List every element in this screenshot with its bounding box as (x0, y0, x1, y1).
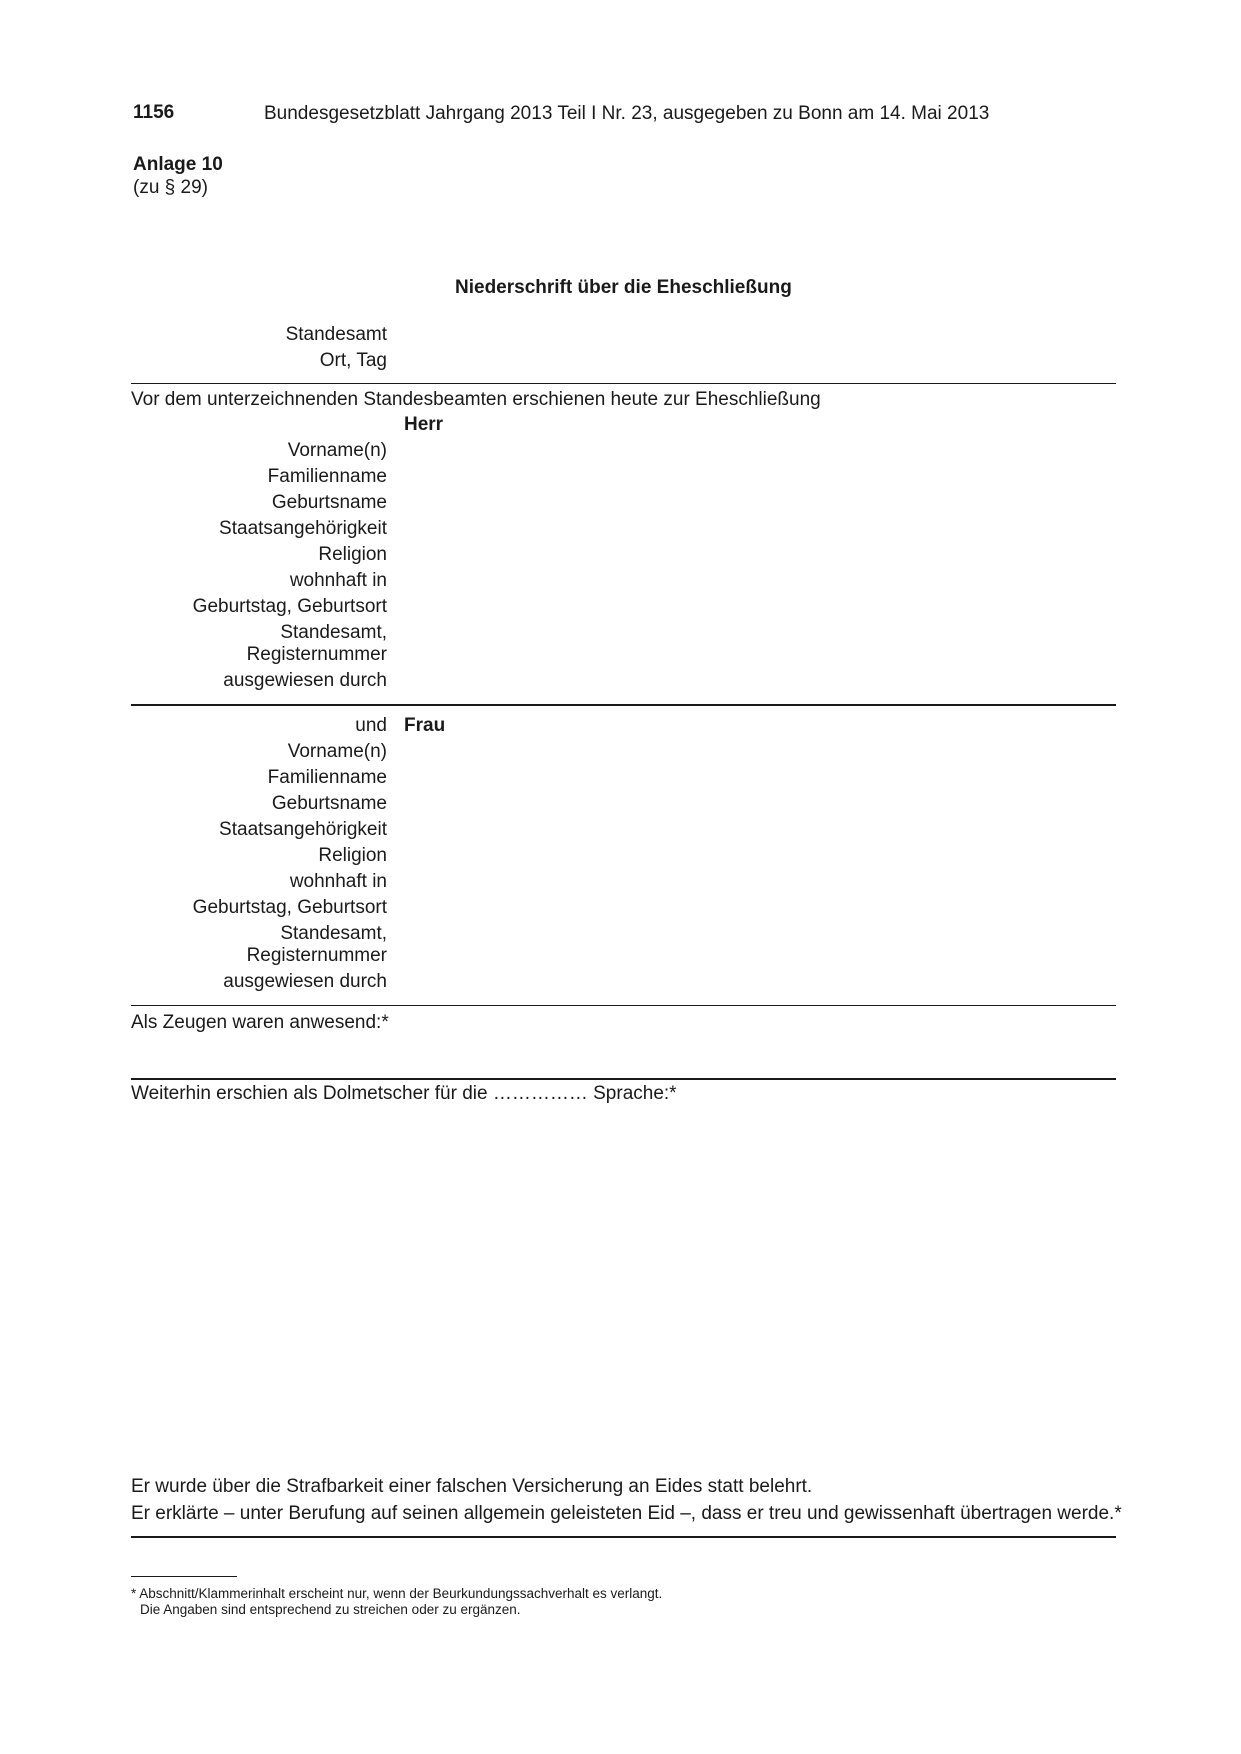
label-ort-tag: Ort, Tag (319, 350, 387, 371)
annex-reference: (zu § 29) (133, 177, 208, 198)
footnote-text: Die Angaben sind entsprechend zu streichen oder zu ergänzen. (140, 1602, 521, 1617)
bride-label-ausgewiesen: ausgewiesen durch (223, 971, 387, 992)
bride-label-wohnhaft: wohnhaft in (289, 871, 387, 892)
bride-label-registernummer: Registernummer (246, 945, 387, 966)
groom-label-vorname: Vorname(n) (287, 440, 387, 461)
divider-line (131, 1005, 1116, 1006)
label-standesamt: Standesamt (285, 324, 387, 345)
page-number: 1156 (133, 102, 175, 123)
bride-label-religion: Religion (318, 845, 387, 866)
running-title: Bundesgesetzblatt Jahrgang 2013 Teil I Nr. 23, ausgegeben zu Bonn am 14. Mai 2013 (264, 103, 990, 124)
witnesses-text: Als Zeugen waren anwesend:* (131, 1012, 389, 1033)
bride-label-familienname: Familienname (267, 767, 387, 788)
groom-label-familienname: Familienname (267, 466, 387, 487)
bride-label-staatsangehoerigkeit: Staatsangehörigkeit (219, 819, 387, 840)
footnote-rule (131, 1576, 237, 1577)
divider-line (131, 1078, 1116, 1080)
groom-label-geburtstag: Geburtstag, Geburtsort (192, 596, 387, 617)
bride-label-standesamt: Standesamt, (280, 923, 387, 944)
annex-title: Anlage 10 (133, 154, 223, 175)
footnote-text: * Abschnitt/Klammerinhalt erscheint nur, wenn der Beurkundungssachverhalt es verlangt. (131, 1586, 663, 1601)
form-title: Niederschrift über die Eheschließung (455, 277, 792, 298)
divider-line (131, 383, 1116, 384)
divider-line (131, 1536, 1116, 1538)
groom-label-standesamt: Standesamt, (280, 622, 387, 643)
bride-heading: Frau (404, 715, 446, 736)
groom-label-registernummer: Registernummer (246, 644, 387, 665)
interpreter-text: Weiterhin erschien als Dolmetscher für die …………… Sprache:* (131, 1083, 677, 1104)
intro-text: Vor dem unterzeichnenden Standesbeamten erschienen heute zur Eheschließung (131, 389, 821, 410)
groom-label-religion: Religion (318, 544, 387, 565)
bride-connector: und (355, 715, 387, 736)
bride-label-vorname: Vorname(n) (287, 741, 387, 762)
instruction-text: Er erklärte – unter Berufung auf seinen allgemein geleisteten Eid –, dass er treu und gewissenhaft übertragen werde.* (131, 1503, 1122, 1524)
groom-label-wohnhaft: wohnhaft in (289, 570, 387, 591)
groom-label-geburtsname: Geburtsname (271, 492, 387, 513)
instruction-text: Er wurde über die Strafbarkeit einer falschen Versicherung an Eides statt belehrt. (131, 1476, 813, 1497)
groom-label-staatsangehoerigkeit: Staatsangehörigkeit (219, 518, 387, 539)
bride-label-geburtstag: Geburtstag, Geburtsort (192, 897, 387, 918)
groom-label-ausgewiesen: ausgewiesen durch (223, 670, 387, 691)
bride-label-geburtsname: Geburtsname (271, 793, 387, 814)
groom-heading: Herr (404, 414, 444, 435)
divider-line (131, 704, 1116, 706)
